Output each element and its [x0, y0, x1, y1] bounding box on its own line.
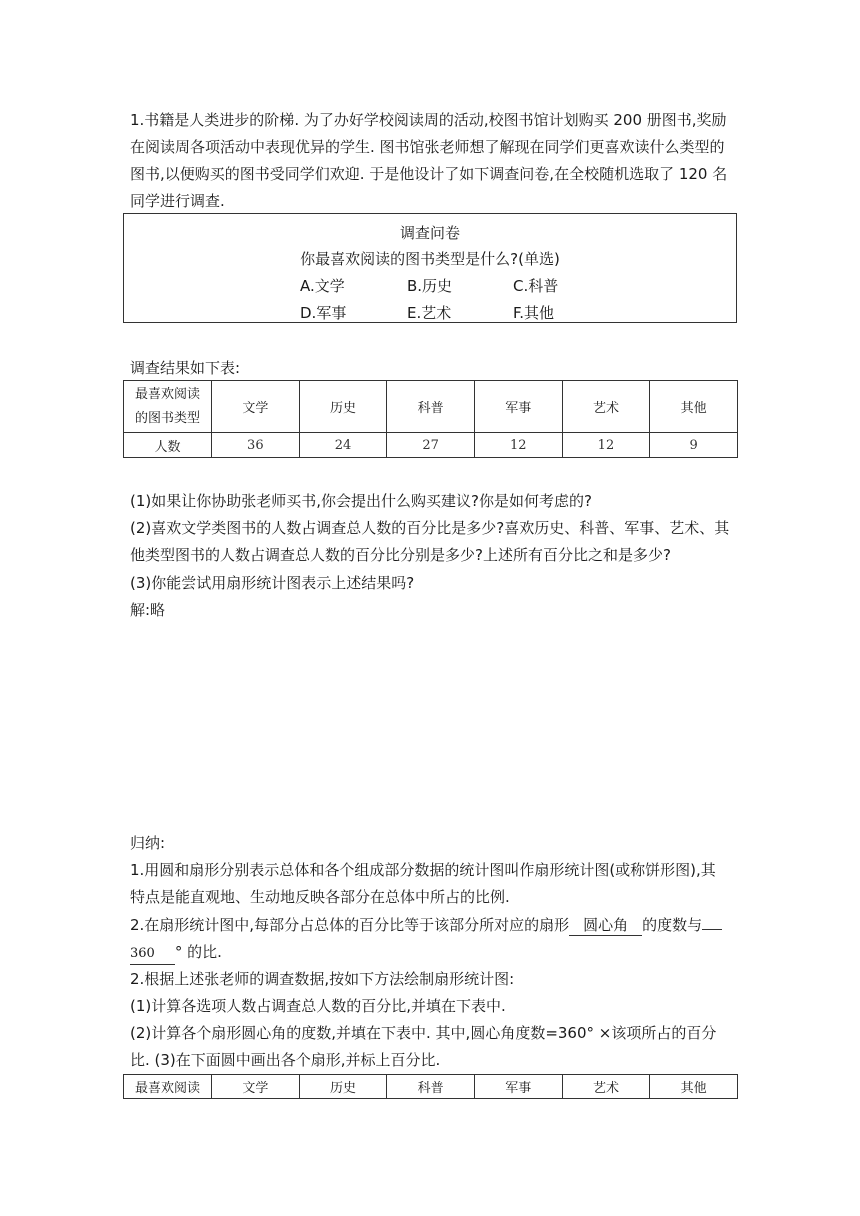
category-cell: 科普 — [387, 1075, 475, 1099]
task-line-1: 2.根据上述张老师的调查数据,按如下方法绘制扇形统计图: — [130, 970, 515, 988]
category-cell: 历史 — [299, 1075, 387, 1099]
count-cell: 36 — [212, 433, 300, 458]
row-label-cell: 人数 — [124, 433, 212, 458]
summary-p2-middle: 的度数与 — [642, 916, 703, 934]
survey-option-d: D.军事 — [300, 304, 347, 322]
summary-p2-line-1 — [130, 912, 732, 939]
category-cell: 军事 — [474, 381, 562, 433]
blank-central-angle: 圆心角 — [569, 915, 642, 936]
blank-360: 360 — [130, 944, 175, 965]
survey-question: 你最喜欢阅读的图书类型是什么?(单选) — [300, 250, 560, 268]
survey-box — [123, 213, 737, 323]
intro-line-3: 图书,以便购买的图书受同学们欢迎. 于是他设计了如下调查问卷,在全校随机选取了 120 名 — [130, 165, 728, 183]
blank-trailing — [702, 929, 722, 930]
intro-line-4: 同学进行调查. — [130, 192, 225, 210]
table-header-line-1: 最喜欢阅读 — [134, 386, 200, 402]
category-cell: 科普 — [387, 381, 475, 433]
results-table — [123, 380, 738, 458]
percentage-table — [123, 1074, 738, 1099]
survey-option-f: F.其他 — [513, 304, 554, 322]
question-1: (1)如果让你协助张老师买书,你会提出什么购买建议?你是如何考虑的? — [130, 492, 592, 510]
question-3: (3)你能尝试用扇形统计图表示上述结果吗? — [130, 574, 415, 592]
category-cell: 艺术 — [562, 1075, 650, 1099]
summary-p2-line-2 — [130, 939, 732, 966]
task-line-3: (2)计算各个扇形圆心角的度数,并填在下表中. 其中,圆心角度数=360° ×该项所占的百分 — [130, 1024, 717, 1042]
answer-text: 解:略 — [130, 601, 166, 619]
table-row — [124, 1075, 738, 1099]
table-row — [124, 433, 738, 458]
survey-option-e: E.艺术 — [407, 304, 452, 322]
table-header-line-2: 的图书类型 — [134, 410, 200, 426]
table-header-cell — [124, 381, 212, 433]
results-label: 调查结果如下表: — [130, 359, 241, 377]
summary-p2-prefix: 2.在扇形统计图中,每部分占总体的百分比等于该部分所对应的扇形 — [130, 916, 570, 934]
category-cell: 其他 — [650, 381, 738, 433]
count-cell: 27 — [387, 433, 475, 458]
survey-option-b: B.历史 — [407, 277, 453, 295]
survey-option-a: A.文学 — [300, 277, 345, 295]
category-cell: 军事 — [474, 1075, 562, 1099]
summary-p1-line-2: 特点是能直观地、生动地反映各部分在总体中所占的比例. — [130, 888, 510, 906]
category-cell: 文学 — [212, 1075, 300, 1099]
survey-option-c: C.科普 — [513, 277, 559, 295]
category-cell: 历史 — [299, 381, 387, 433]
category-cell: 其他 — [650, 1075, 738, 1099]
count-cell: 12 — [474, 433, 562, 458]
summary-p1-line-1: 1.用圆和扇形分别表示总体和各个组成部分数据的统计图叫作扇形统计图(或称饼形图),其 — [130, 861, 716, 879]
count-cell: 24 — [299, 433, 387, 458]
question-2-line-2: 他类型图书的人数占调查总人数的百分比分别是多少?上述所有百分比之和是多少? — [130, 546, 671, 564]
task-line-2: (1)计算各选项人数占调查总人数的百分比,并填在下表中. — [130, 997, 506, 1015]
count-cell: 12 — [562, 433, 650, 458]
intro-line-2: 在阅读周各项活动中表现优异的学生. 图书馆张老师想了解现在同学们更喜欢读什么类型的 — [130, 138, 725, 156]
intro-line-1: 1.书籍是人类进步的阶梯. 为了办好学校阅读周的活动,校图书馆计划购买 200 册图书,奖励 — [130, 111, 727, 129]
table-row — [124, 381, 738, 433]
question-2-line-1: (2)喜欢文学类图书的人数占调查总人数的百分比是多少?喜欢历史、科普、军事、艺术、其 — [130, 519, 730, 537]
count-cell: 9 — [650, 433, 738, 458]
category-cell: 文学 — [212, 381, 300, 433]
task-line-4: 比. (3)在下面圆中画出各个扇形,并标上百分比. — [130, 1051, 441, 1069]
summary-p2-suffix: ° 的比. — [174, 943, 222, 961]
table-header-cell: 最喜欢阅读 — [124, 1075, 212, 1099]
summary-title: 归纳: — [130, 834, 166, 852]
category-cell: 艺术 — [562, 381, 650, 433]
survey-title: 调查问卷 — [399, 224, 460, 242]
